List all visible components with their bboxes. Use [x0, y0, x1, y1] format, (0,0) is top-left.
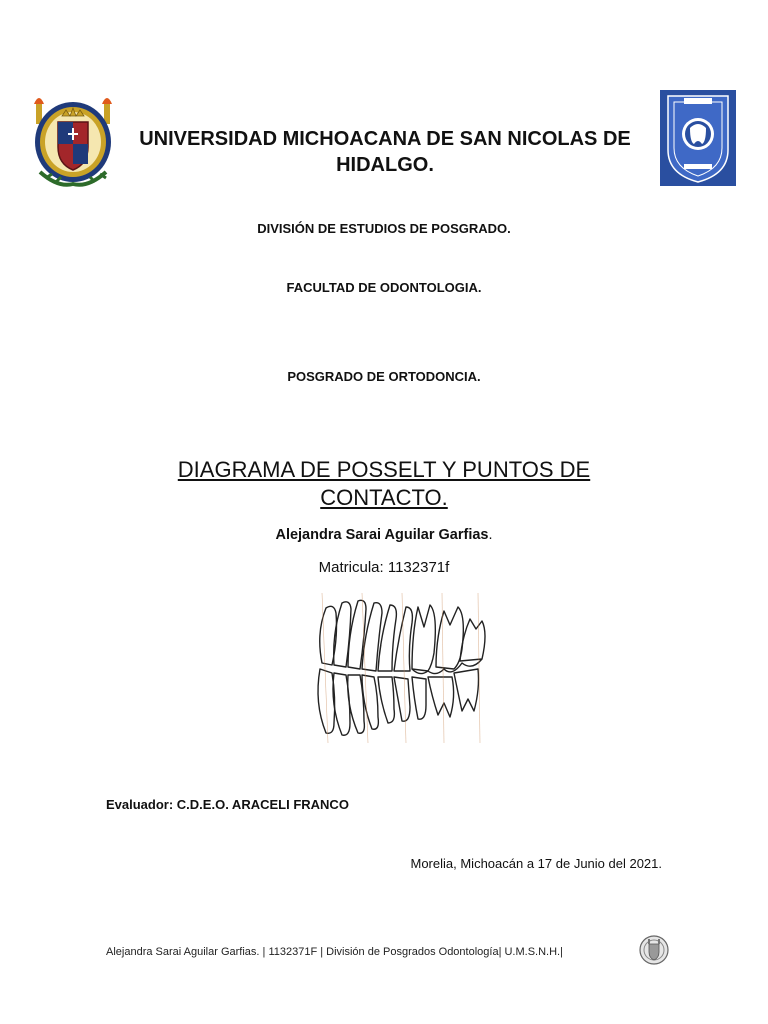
author-name: Alejandra Sarai Aguilar Garfias: [275, 527, 489, 543]
umsnh-crest-icon: [28, 92, 118, 192]
faculty-heading: FACULTAD DE ODONTOLOGIA.: [286, 280, 482, 295]
university-name: UNIVERSIDAD MICHOACANA DE SAN NICOLAS DE HIDALGO.: [139, 128, 631, 176]
division-heading: DIVISIÓN DE ESTUDIOS DE POSGRADO.: [257, 221, 511, 236]
program-heading: POSGRADO DE ORTODONCIA.: [287, 369, 481, 384]
umsnh-seal-icon: [638, 934, 670, 966]
teeth-occlusion-illustration: [302, 593, 492, 743]
student-id: Matricula: 1132371f: [318, 559, 450, 576]
page-footer: Alejandra Sarai Aguilar Garfias. | 1132371F | División de Posgrados Odontología| U.M.S.N.H.|: [106, 946, 563, 958]
odontologia-shield-icon: [660, 90, 736, 186]
evaluator-line: Evaluador: C.D.E.O. ARACELI FRANCO: [106, 797, 349, 812]
author-suffix: .: [488, 527, 493, 543]
place-and-date: Morelia, Michoacán a 17 de Junio del 2021.: [410, 856, 662, 871]
author-line: [100, 527, 668, 543]
document-title: DIAGRAMA DE POSSELT Y PUNTOS DE CONTACTO.: [177, 457, 591, 510]
